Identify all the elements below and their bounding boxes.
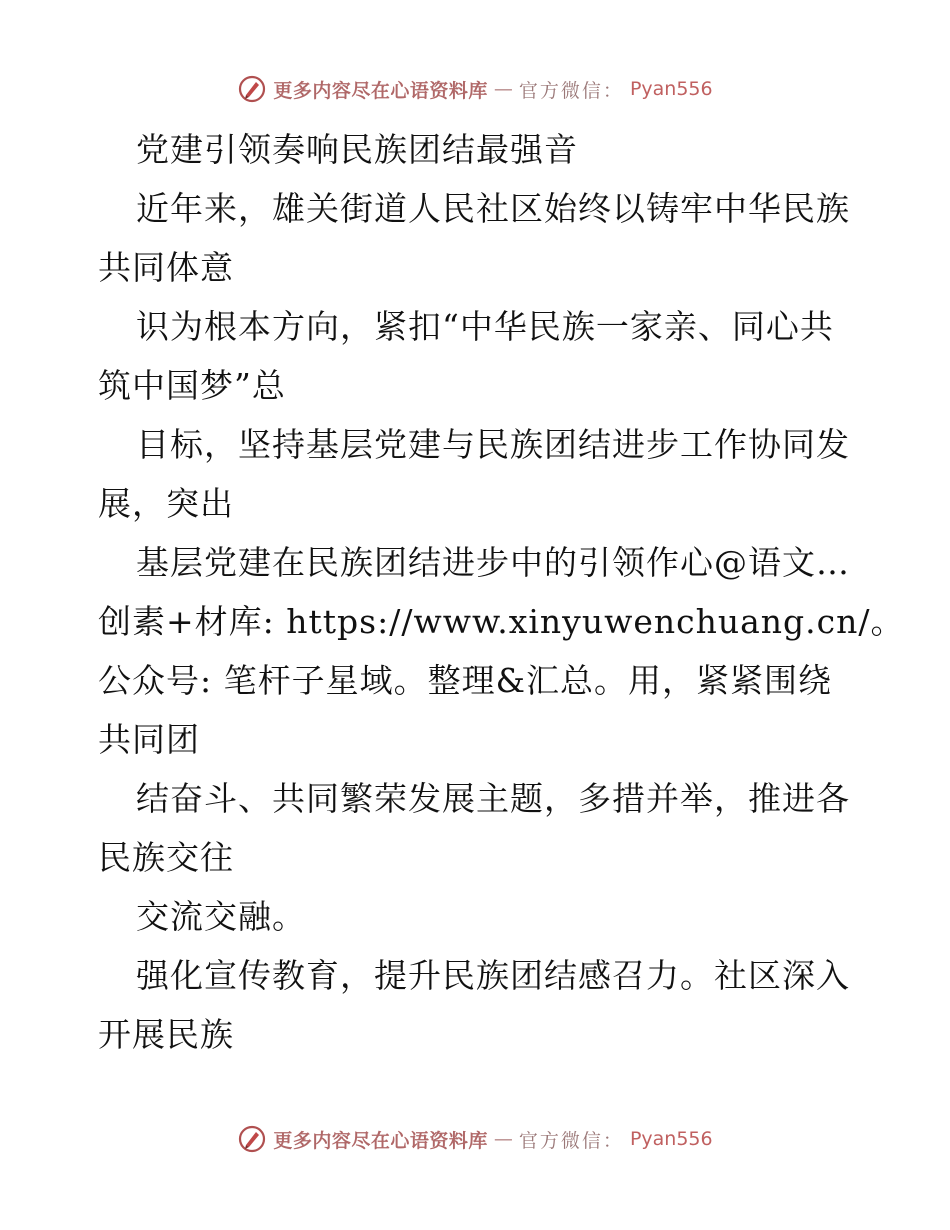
text-line: 交流交融。 [136, 897, 306, 936]
watermark-separator: — [493, 78, 513, 100]
text-line: 民族交往 [98, 838, 234, 877]
text-line: 党建引领奏响民族团结最强音 [136, 130, 578, 169]
watermark-id: Pyan556 [629, 1128, 713, 1150]
watermark-text: 更多内容尽在心语资料库 [273, 1129, 488, 1152]
text-line: 开展民族 [98, 1015, 234, 1054]
text-line: 展，突出 [98, 484, 234, 523]
watermark-id: Pyan556 [629, 78, 713, 100]
watermark-separator: — [493, 1128, 513, 1150]
watermark-label: 官方微信： [518, 79, 624, 102]
text-line: 目标，坚持基层党建与民族团结进步工作协同发 [136, 425, 850, 464]
document-body [98, 120, 905, 1064]
pen-logo-icon [237, 74, 267, 104]
footer-watermark [0, 1124, 950, 1154]
pen-logo-icon [237, 1124, 267, 1154]
text-line: 创素+材库: https://www.xinyuwenchuang.cn/。 [98, 602, 905, 641]
text-line: 公众号: 笔杆子星域。整理&汇总。用，紧紧围绕 [98, 661, 832, 700]
text-line: 近年来，雄关街道人民社区始终以铸牢中华民族 [136, 189, 850, 228]
watermark-label: 官方微信： [518, 1129, 624, 1152]
text-line: 基层党建在民族团结进步中的引领作心@语文… [136, 543, 850, 582]
text-line: 筑中国梦”总 [98, 366, 286, 405]
text-line: 结奋斗、共同繁荣发展主题，多措并举，推进各 [136, 779, 850, 818]
text-line: 强化宣传教育，提升民族团结感召力。社区深入 [136, 956, 850, 995]
header-watermark [0, 74, 950, 104]
text-line: 共同团 [98, 720, 200, 759]
watermark-text: 更多内容尽在心语资料库 [273, 79, 488, 102]
text-line: 共同体意 [98, 248, 234, 287]
text-line: 识为根本方向，紧扣“中华民族一家亲、同心共 [136, 307, 834, 346]
